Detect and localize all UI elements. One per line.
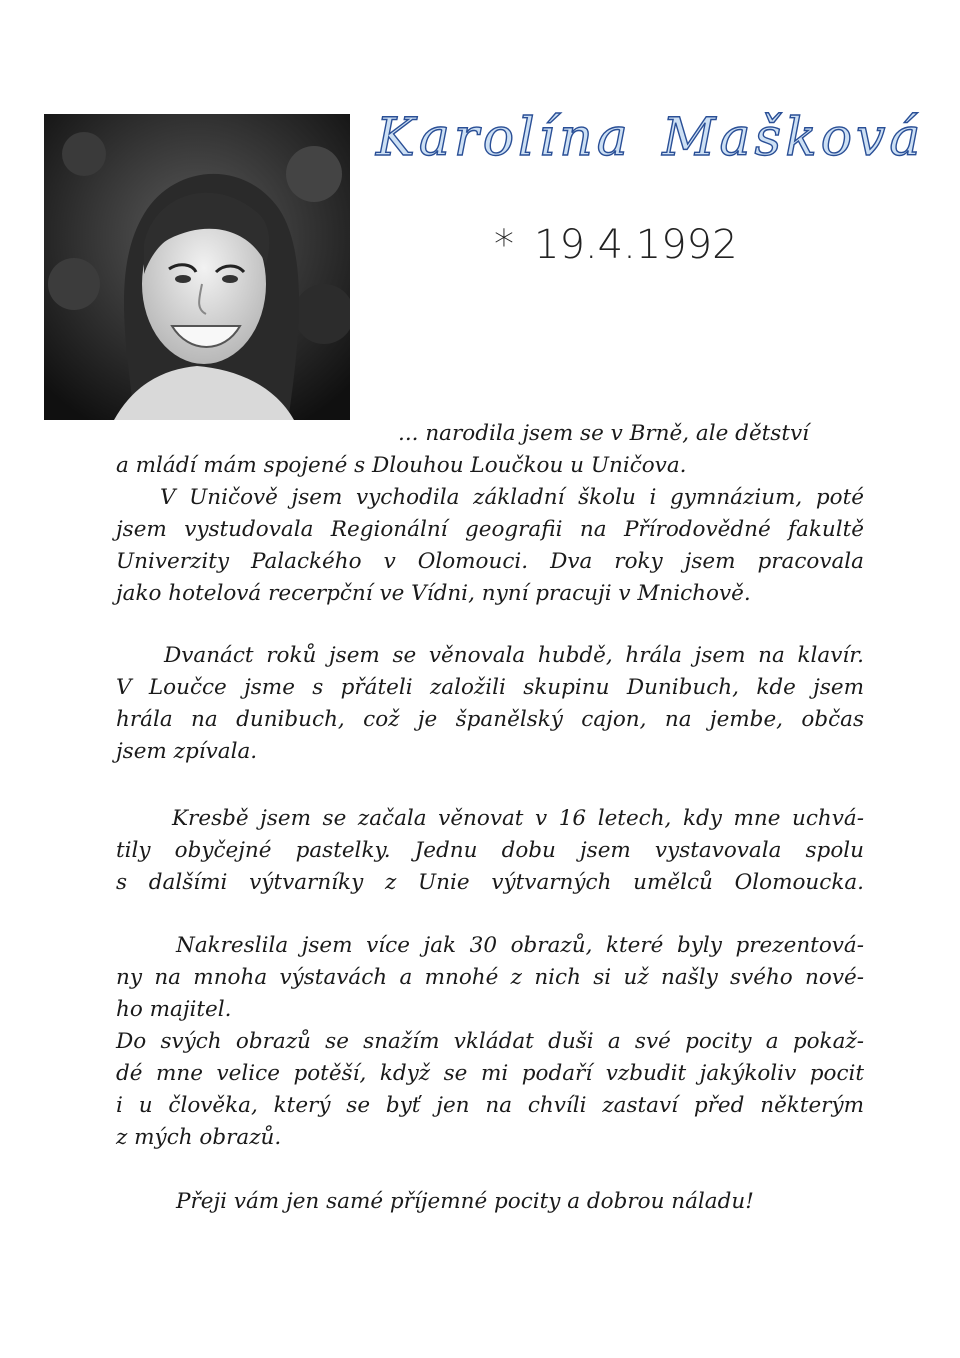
person-name: Karolína Mašková <box>376 108 925 168</box>
text-line: tily obyčejné pastelky. Jednu dobu jsem vystavovala spolu <box>116 838 864 863</box>
paragraph-paintings <box>116 930 864 1154</box>
text-line: Dvanáct roků jsem se věnovala hubdě, hrála jsem na klavír. <box>164 643 864 668</box>
text-line: i u člověka, který se byť jen na chvíli zastaví před některým <box>116 1093 864 1118</box>
text-line: Přeji vám jen samé příjemné pocity a dobrou náladu! <box>176 1189 754 1214</box>
text-line: jsem zpívala. <box>116 739 258 764</box>
text-line: z mých obrazů. <box>116 1125 282 1150</box>
text-line: jako hotelová recerpční ve Vídni, nyní pracuji v Mnichově. <box>116 581 751 606</box>
portrait-icon <box>44 114 350 420</box>
paragraph-intro <box>116 418 864 610</box>
text-line: hrála na dunibuch, což je španělský cajon, na jembe, občas <box>116 707 864 732</box>
text-line: V Loučce jsme s přáteli založili skupinu Dunibuch, kde jsem <box>116 675 864 700</box>
text-line: Do svých obrazů se snažím vkládat duši a své pocity a pokaž- <box>116 1029 864 1054</box>
text-line: ny na mnoha výstavách a mnohé z nich si už našly svého nové- <box>116 965 864 990</box>
birth-date <box>494 222 738 268</box>
text-line: Kresbě jsem se začala věnovat v 16 letech, kdy mne uchvá- <box>172 806 864 831</box>
text-line: ... narodila jsem se v Brně, ale dětství <box>398 421 809 446</box>
paragraph-drawing <box>116 803 864 899</box>
text-line: ho majitel. <box>116 997 232 1022</box>
text-line: jsem vystudovala Regionální geografii na Přírodovědné fakultě <box>116 517 864 542</box>
text-line: V Uničově jsem vychodila základní školu i gymnázium, poté <box>160 485 864 510</box>
birth-symbol: * <box>494 222 514 268</box>
text-line: Univerzity Palackého v Olomouci. Dva roky jsem pracovala <box>116 549 864 574</box>
paragraph-closing <box>116 1186 864 1218</box>
birth-date-value: 19.4.1992 <box>534 222 738 268</box>
paragraph-music <box>116 640 864 768</box>
text-line: s dalšími výtvarníky z Unie výtvarných umělců Olomoucka. <box>116 870 864 895</box>
text-line: Nakreslila jsem více jak 30 obrazů, které byly prezentová- <box>176 933 864 958</box>
portrait-photo <box>44 114 350 420</box>
text-line: a mládí mám spojené s Dlouhou Loučkou u Uničova. <box>116 453 687 478</box>
text-line: dé mne velice potěší, když se mi podaří vzbudit jakýkoliv pocit <box>116 1061 864 1086</box>
